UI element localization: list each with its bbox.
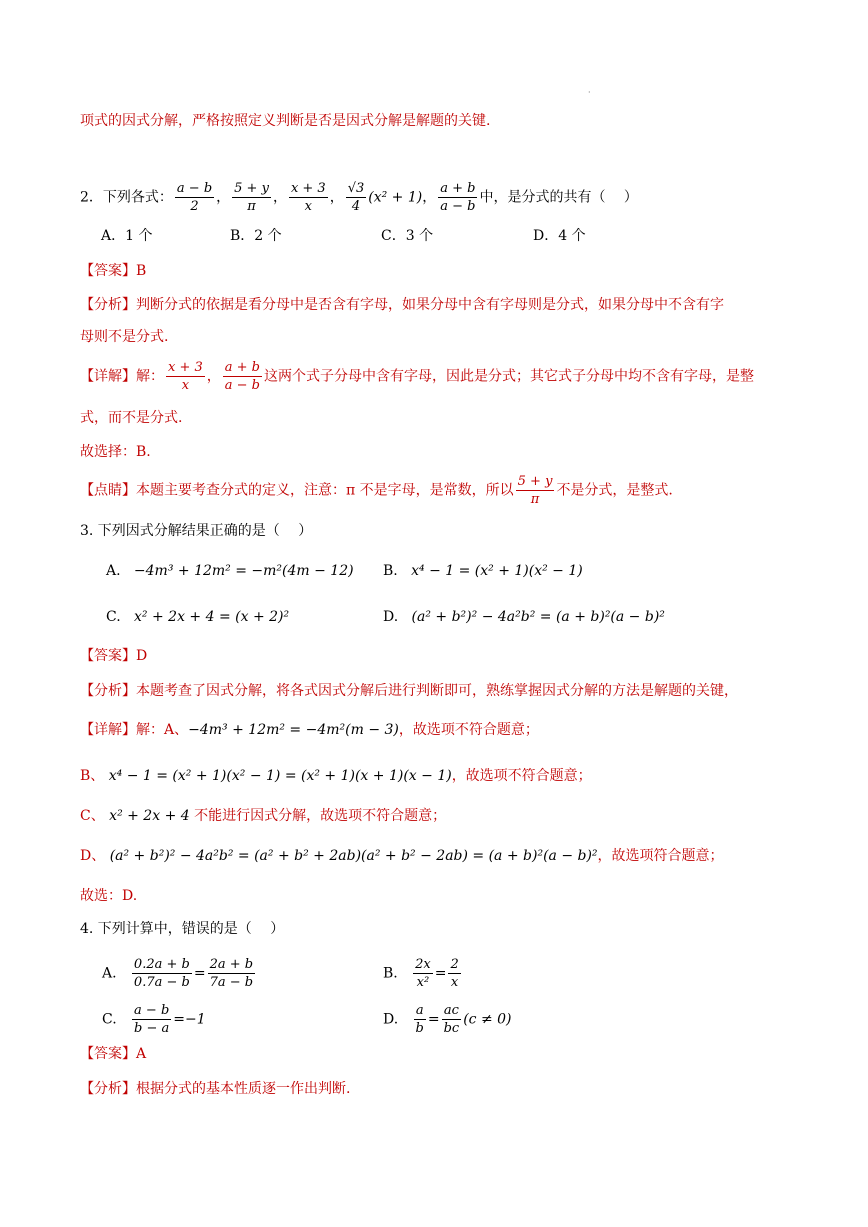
q2-fraction-3: $\frac{x + 3}{x}$ (290, 181, 326, 214)
q2-fraction-4: $\frac{√3}{4}$ (347, 181, 365, 214)
q2-detail-fraction-2: $\frac{a + b}{a - b}$ (224, 360, 260, 393)
q3-option-c: C. x² + 2x + 4 = (x + 2)² (106, 609, 290, 625)
q2-prefix: 2．下列各式： (80, 189, 173, 206)
q2-option-c: C．3 个 (381, 228, 434, 244)
previous-comment-line: 项式的因式分解，严格按照定义判断是否是因式分解是解题的关键. (80, 113, 491, 129)
q2-stem: 2．下列各式： $\frac{a - b}{2}$ ， $\frac{5 + y}{\pi}$ ， $\frac{x + 3}{x}$ ， $\frac{√3}{4}$ (x² + 1)， $\frac{a + b}{a - b}$ 中，是分式的共有（ ） (80, 181, 638, 214)
q4-answer: 【答案】A (80, 1046, 147, 1062)
q2-fraction-2: $\frac{5 + y}{\pi}$ (234, 181, 269, 214)
q2-detail: 【详解】解： $\frac{x + 3}{x}$ ， $\frac{a + b}{a - b}$ 这两个式子分母中含有字母，因此是分式；其它式子分母中均不含有字母，是整 (80, 360, 754, 393)
q3-analysis: 【分析】本题考查了因式分解，将各式因式分解后进行判断即可，熟练掌握因式分解的方法是解题的关键， (80, 683, 738, 699)
q2-choice: 故选择：B. (80, 444, 151, 460)
q3-detail-c: C、 x² + 2x + 4 不能进行因式分解，故选项不符合题意； (80, 808, 447, 824)
q2-analysis: 【分析】判断分式的依据是看分母中是否含有字母，如果分母中含有字母则是分式，如果分母中不含有字 (80, 297, 724, 313)
q2-detail-line2: 式，而不是分式. (80, 410, 183, 426)
q2-answer: 【答案】B (80, 263, 147, 279)
q2-option-b: B．2 个 (230, 228, 282, 244)
q2-comment: 【点睛】本题主要考查分式的定义，注意：π 不是字母，是常数，所以 $\frac{5 + y}{\pi}$ 不是分式，是整式. (80, 474, 673, 507)
q2-suffix: 中，是分式的共有（ ） (479, 189, 638, 206)
q3-answer: 【答案】D (80, 648, 148, 664)
q3-option-a: A. −4m³ + 12m² = −m²(4m − 12) (106, 563, 354, 579)
q4-option-d: D. $\frac{a}{b}$ = $\frac{ac}{bc}$ (c ≠ 0) (383, 1003, 512, 1036)
q3-option-b: B. x⁴ − 1 = (x² + 1)(x² − 1) (383, 563, 583, 579)
stray-dot: · (588, 88, 591, 97)
q4-analysis: 【分析】根据分式的基本性质逐一作出判断. (80, 1081, 351, 1097)
q2-fraction-5: $\frac{a + b}{a - b}$ (440, 181, 476, 214)
q2-fraction-4-tail: (x² + 1) (368, 189, 423, 206)
q4-option-c: C. $\frac{a - b}{b - a}$ =−1 (102, 1003, 206, 1036)
q4-option-a: A. $\frac{0.2a + b}{0.7a - b}$ = $\frac{2a + b}{7a - b}$ (102, 957, 254, 990)
q3-title: 3. 下列因式分解结果正确的是（ ） (80, 523, 313, 539)
q3-option-d: D. (a² + b²)² − 4a²b² = (a + b)²(a − b)² (383, 609, 665, 625)
q2-comment-fraction: $\frac{5 + y}{\pi}$ (517, 474, 553, 507)
q3-detail-a: 【详解】解：A、−4m³ + 12m² = −4m²(m − 3)，故选项不符合题意； (80, 722, 539, 738)
q4-title: 4. 下列计算中，错误的是（ ） (80, 921, 285, 937)
q3-detail-d: D、 (a² + b²)² − 4a²b² = (a² + b² + 2ab)(a² + b² − 2ab) = (a + b)²(a − b)²，故选项符合题意； (80, 848, 724, 864)
q2-fraction-1: $\frac{a - b}{2}$ (176, 181, 213, 214)
q2-detail-fraction-1: $\frac{x + 3}{x}$ (168, 360, 203, 393)
q2-option-d: D．4 个 (533, 228, 586, 244)
q3-detail-b: B、 x⁴ − 1 = (x² + 1)(x² − 1) = (x² + 1)(x + 1)(x − 1)，故选项不符合题意； (80, 768, 592, 784)
q2-analysis-line2: 母则不是分式. (80, 329, 169, 345)
q4-option-b: B. $\frac{2x}{\text{x²}}$ = $\frac{2}{x}$ (383, 957, 459, 990)
q2-option-a: A．1 个 (101, 228, 153, 244)
q3-choice: 故选：D. (80, 888, 138, 904)
